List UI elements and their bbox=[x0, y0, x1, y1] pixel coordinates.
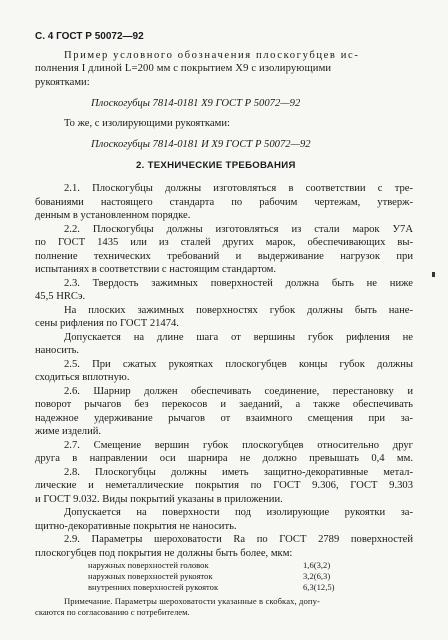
body-line: сходиться вплотную. bbox=[35, 372, 130, 383]
body-line: испытаниях в соответствии с настоящим стандартом. bbox=[35, 264, 277, 275]
body-line: 2.1. Плоскогубцы должны изготовляться в соответствии с тре- bbox=[64, 183, 413, 194]
body-line: 45,5 HRCэ. bbox=[35, 291, 86, 302]
body-line: Допускается на длине шага от вершины губок рифления не bbox=[64, 332, 413, 343]
page-header: С. 4 ГОСТ Р 50072—92 bbox=[35, 31, 144, 42]
body-line: друга в направлении оси шарнира не должно превышать 0,4 мм. bbox=[35, 453, 413, 464]
body-line: денным в установленном порядке. bbox=[35, 210, 191, 221]
body-line: 2.2. Плоскогубцы должны изготовляться из стали марок У7А bbox=[64, 224, 413, 235]
roughness-label: наружных поверхностей рукояток bbox=[88, 571, 213, 581]
intro-line-3: рукоятками: bbox=[35, 77, 90, 88]
body-line: плоскогубцев под покрытия не должны быть более, мкм: bbox=[35, 548, 293, 559]
body-line: и ГОСТ 9.032. Виды покрытий указаны в приложении. bbox=[35, 494, 283, 505]
body-line: Допускается на поверхности под изолирующие рукоятки за- bbox=[64, 507, 413, 518]
designation-example-2: Плоскогубцы 7814-0181 И Х9 ГОСТ Р 50072—92 bbox=[91, 139, 311, 150]
body-line: 2.8. Плоскогубцы должны иметь защитно-декоративные метал- bbox=[64, 467, 413, 478]
roughness-value: 6,3(12,5) bbox=[303, 582, 335, 592]
body-line: 2.5. При сжатых рукоятках плоскогубцев концы губок должны bbox=[64, 359, 413, 370]
section-title: 2. ТЕХНИЧЕСКИЕ ТРЕБОВАНИЯ bbox=[136, 160, 296, 171]
body-line: сены рифления по ГОСТ 21474. bbox=[35, 318, 179, 329]
body-line: надежное удерживание рычагов от взаимного смещения при за- bbox=[35, 413, 413, 424]
body-line: наносить. bbox=[35, 345, 80, 356]
designation-example-1: Плоскогубцы 7814-0181 Х9 ГОСТ Р 50072—92 bbox=[91, 98, 301, 109]
roughness-label: внутренних поверхностей рукояток bbox=[88, 582, 219, 592]
body-line: 2.3. Твердость зажимных поверхностей должна быть не ниже bbox=[64, 278, 413, 289]
body-line: 2.7. Смещение вершин губок плоскогубцев относительно друг bbox=[64, 440, 413, 451]
margin-mark bbox=[432, 272, 435, 277]
roughness-value: 3,2(6,3) bbox=[303, 571, 331, 581]
body-line: бованиями настоящего стандарта по рабочим чертежам, утверж- bbox=[35, 197, 413, 208]
body-line: 2.6. Шарнир должен обеспечивать соединение, перестановку и bbox=[64, 386, 413, 397]
body-line: поворот рычагов без перекосов и заеданий, а также обеспечивать bbox=[35, 399, 413, 410]
note-line-2: скаются по согласованию с потребителем. bbox=[35, 607, 190, 617]
intro-line-1: Пример условного обозначения плоскогубцев ис- bbox=[64, 50, 360, 61]
body-line: жиме изделий. bbox=[35, 426, 102, 437]
intro-line-4: То же, с изолирующими рукоятками: bbox=[64, 118, 230, 129]
intro-line-2: полнения I длиной L=200 мм с покрытием Х9 с изолирующими bbox=[35, 63, 332, 74]
body-line: лические и неметаллические покрытия по ГОСТ 9.306, ГОСТ 9.303 bbox=[35, 480, 413, 491]
roughness-label: наружных поверхностей головок bbox=[88, 560, 209, 570]
body-line: полнение технических требований и выдерживание нагрузок при bbox=[35, 251, 413, 262]
body-line: щитно-декоративные покрытия не наносить. bbox=[35, 521, 237, 532]
body-line: На плоских зажимных поверхностях губок должны быть нане- bbox=[64, 305, 413, 316]
body-line: 2.9. Параметры шероховатости Ra по ГОСТ 2789 поверхностей bbox=[64, 534, 413, 545]
roughness-value: 1,6(3,2) bbox=[303, 560, 331, 570]
body-line: по ГОСТ 1435 или из сталей других марок, обеспечивающих вы- bbox=[35, 237, 413, 248]
note-line-1: Примечание. Параметры шероховатости указанные в скобках, допу- bbox=[64, 596, 320, 606]
